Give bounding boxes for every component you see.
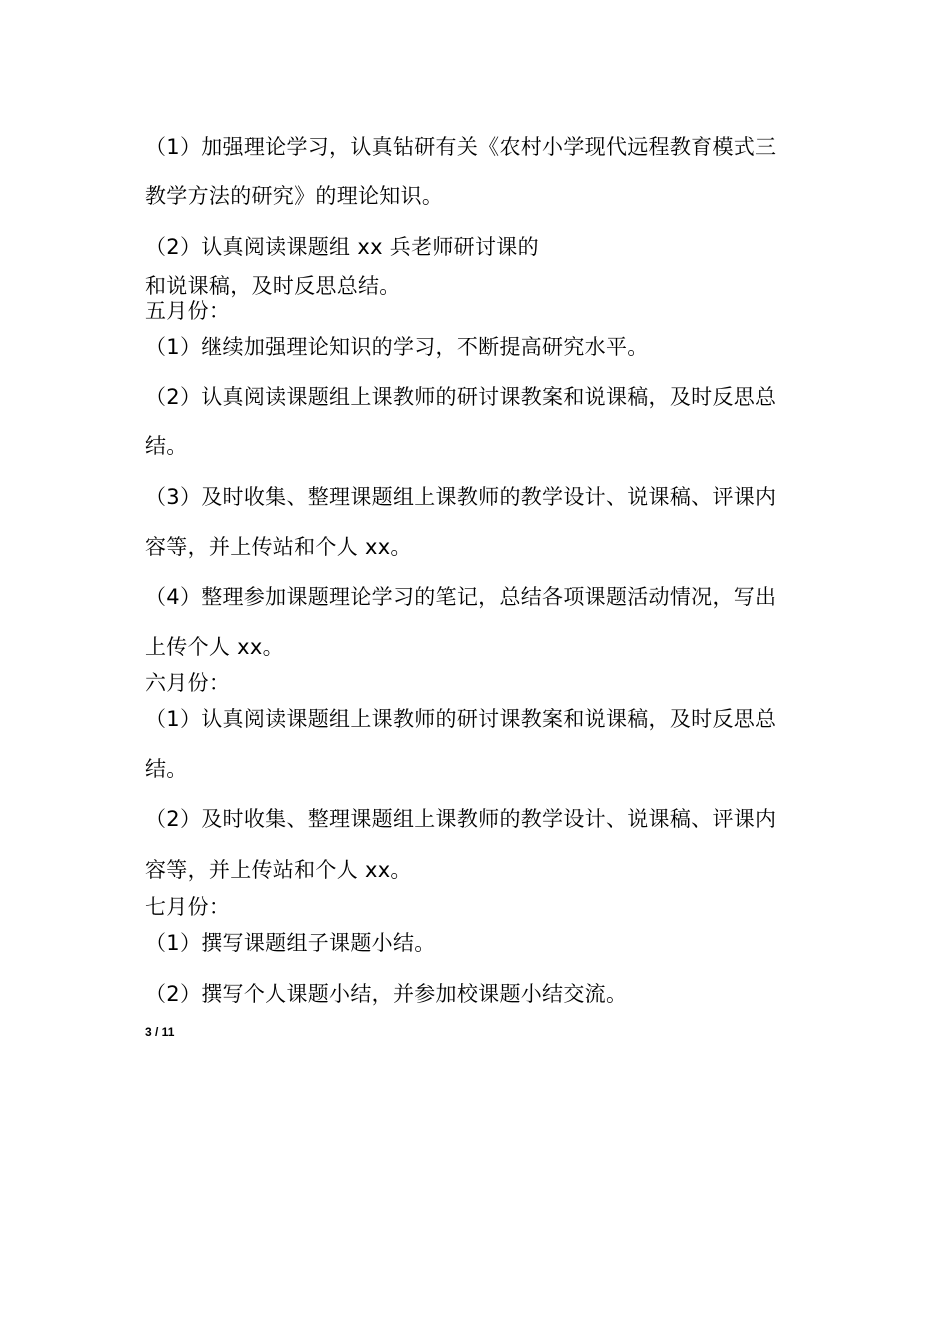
section-heading-may: 五月份： bbox=[145, 299, 231, 323]
section-heading-june: 六月份： bbox=[145, 671, 231, 695]
text-line: （1）继续加强理论知识的学习，不断提高研究水平。 bbox=[145, 335, 649, 359]
text-line: （4）整理参加课题理论学习的笔记，总结各项课题活动情况，写出 bbox=[145, 585, 777, 609]
text-line: （1）撰写课题组子课题小结。 bbox=[145, 931, 436, 955]
text-line: （2）认真阅读课题组上课教师的研讨课教案和说课稿，及时反思总 bbox=[145, 385, 777, 409]
section-heading-july: 七月份： bbox=[145, 895, 231, 919]
text-line: （2）及时收集、整理课题组上课教师的教学设计、说课稿、评课内 bbox=[145, 807, 777, 831]
text-line: （2）认真阅读课题组 xx 兵老师研讨课的 bbox=[145, 235, 539, 259]
text-line: 教学方法的研究》的理论知识。 bbox=[145, 184, 444, 208]
text-line: 容等，并上传站和个人 xx。 bbox=[145, 858, 412, 882]
text-line: 结。 bbox=[145, 434, 188, 458]
text-line: 结。 bbox=[145, 757, 188, 781]
text-line: （3）及时收集、整理课题组上课教师的教学设计、说课稿、评课内 bbox=[145, 485, 777, 509]
page-number: 3 / 11 bbox=[145, 1025, 175, 1039]
text-line: 容等，并上传站和个人 xx。 bbox=[145, 535, 412, 559]
text-line: （1）认真阅读课题组上课教师的研讨课教案和说课稿，及时反思总 bbox=[145, 707, 777, 731]
text-line: 上传个人 xx。 bbox=[145, 635, 284, 659]
text-line: 和说课稿，及时反思总结。 bbox=[145, 274, 401, 298]
text-line: （2）撰写个人课题小结，并参加校课题小结交流。 bbox=[145, 982, 628, 1006]
text-line: （1）加强理论学习，认真钻研有关《农村小学现代远程教育模式三 bbox=[145, 135, 777, 159]
